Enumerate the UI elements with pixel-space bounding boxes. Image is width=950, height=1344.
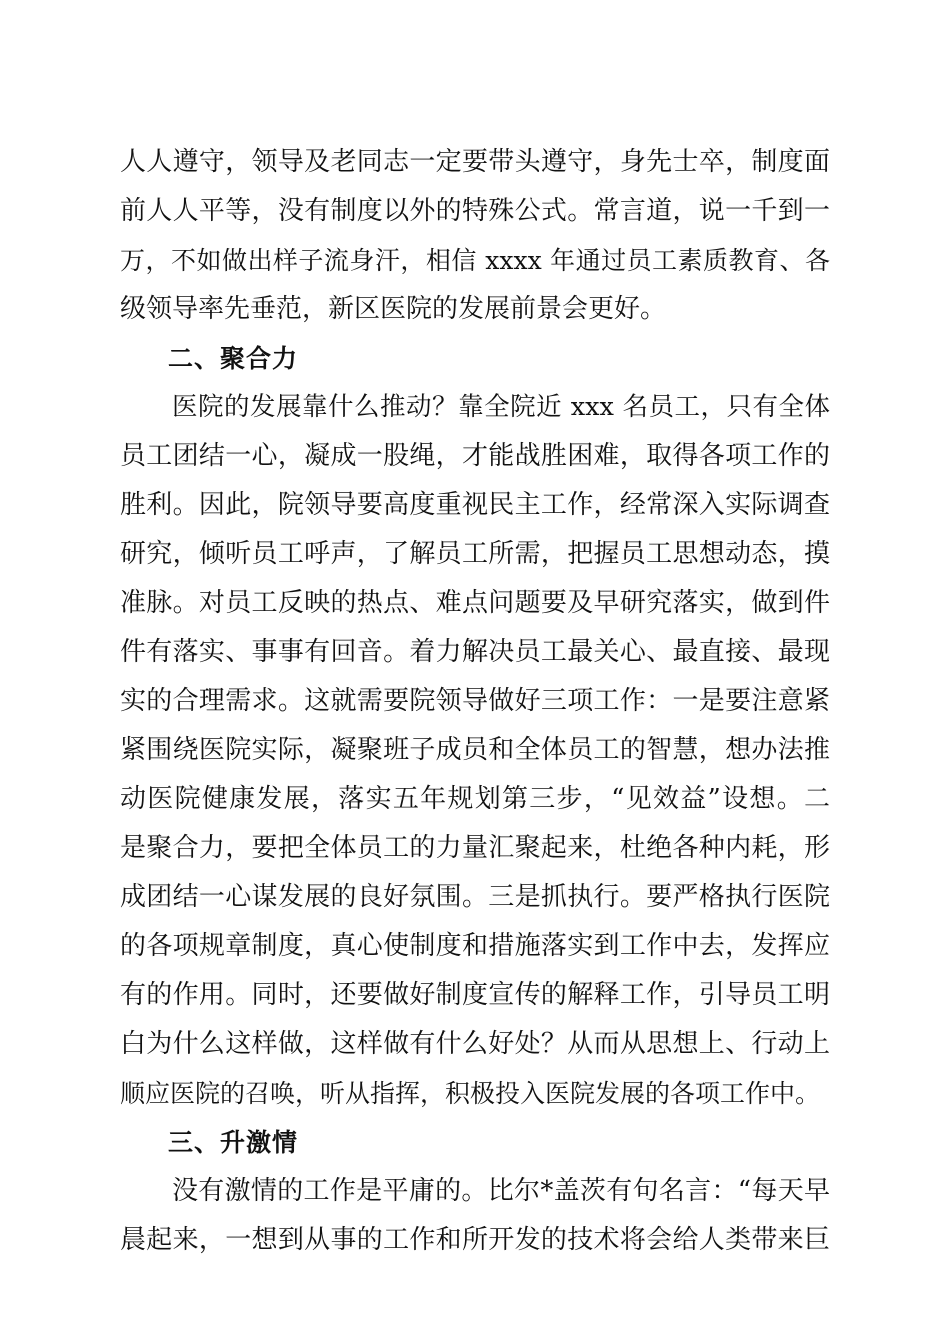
- paragraph-line: 员工团结一心，凝成一股绳，才能战胜困难，取得各项工作的: [120, 441, 830, 471]
- paragraph-line: 人人遵守，领导及老同志一定要带头遵守，身先士卒，制度面: [120, 147, 830, 177]
- section-heading-3: 三、升激情: [168, 1128, 299, 1157]
- paragraph-line: 动医院健康发展，落实五年规划第三步，“见效益”设想。二: [120, 784, 830, 814]
- paragraph-line: 晨起来，一想到从事的工作和所开发的技术将会给人类带来巨: [120, 1225, 830, 1255]
- paragraph-1: [120, 138, 830, 334]
- document-body: [120, 138, 830, 1265]
- paragraph-line: 紧围绕医院实际，凝聚班子成员和全体员工的智慧，想办法推: [120, 735, 830, 765]
- paragraph-line: 是聚合力，要把全体员工的力量汇聚起来，杜绝各种内耗，形: [120, 833, 830, 863]
- paragraph-line: 白为什么这样做，这样做有什么好处？从而从思想上、行动上: [120, 1029, 830, 1059]
- paragraph-line: 没有激情的工作是平庸的。比尔*盖茨有句名言：“每天早: [172, 1176, 830, 1206]
- paragraph-line: 准脉。对员工反映的热点、难点问题要及早研究落实，做到件: [120, 588, 830, 618]
- paragraph-line: 万，不如做出样子流身汗，相信 xxxx 年通过员工素质教育、各: [120, 246, 830, 275]
- paragraph-line: 顺应医院的召唤，听从指挥，积极投入医院发展的各项工作中。: [120, 1079, 821, 1108]
- paragraph-line: 成团结一心谋发展的良好氛围。三是抓执行。要严格执行医院: [120, 882, 830, 912]
- paragraph-2: [120, 383, 830, 1118]
- paragraph-3: [120, 1167, 830, 1265]
- paragraph-line: 医院的发展靠什么推动？靠全院近 xxx 名员工，只有全体: [172, 392, 830, 422]
- section-heading-2: 二、聚合力: [168, 344, 299, 373]
- paragraph-line: 研究，倾听员工呼声，了解员工所需，把握员工思想动态，摸: [120, 539, 830, 569]
- paragraph-line: 级领导率先垂范，新区医院的发展前景会更好。: [120, 294, 667, 324]
- paragraph-line: 有的作用。同时，还要做好制度宣传的解释工作，引导员工明: [120, 980, 830, 1010]
- paragraph-line: 实的合理需求。这就需要院领导做好三项工作：一是要注意紧: [120, 686, 830, 716]
- paragraph-line: 胜利。因此，院领导要高度重视民主工作，经常深入实际调查: [120, 490, 830, 520]
- paragraph-line: 件有落实、事事有回音。着力解决员工最关心、最直接、最现: [120, 637, 830, 667]
- paragraph-line: 前人人平等，没有制度以外的特殊公式。常言道，说一千到一: [120, 196, 830, 226]
- paragraph-line: 的各项规章制度，真心使制度和措施落实到工作中去，发挥应: [120, 931, 830, 961]
